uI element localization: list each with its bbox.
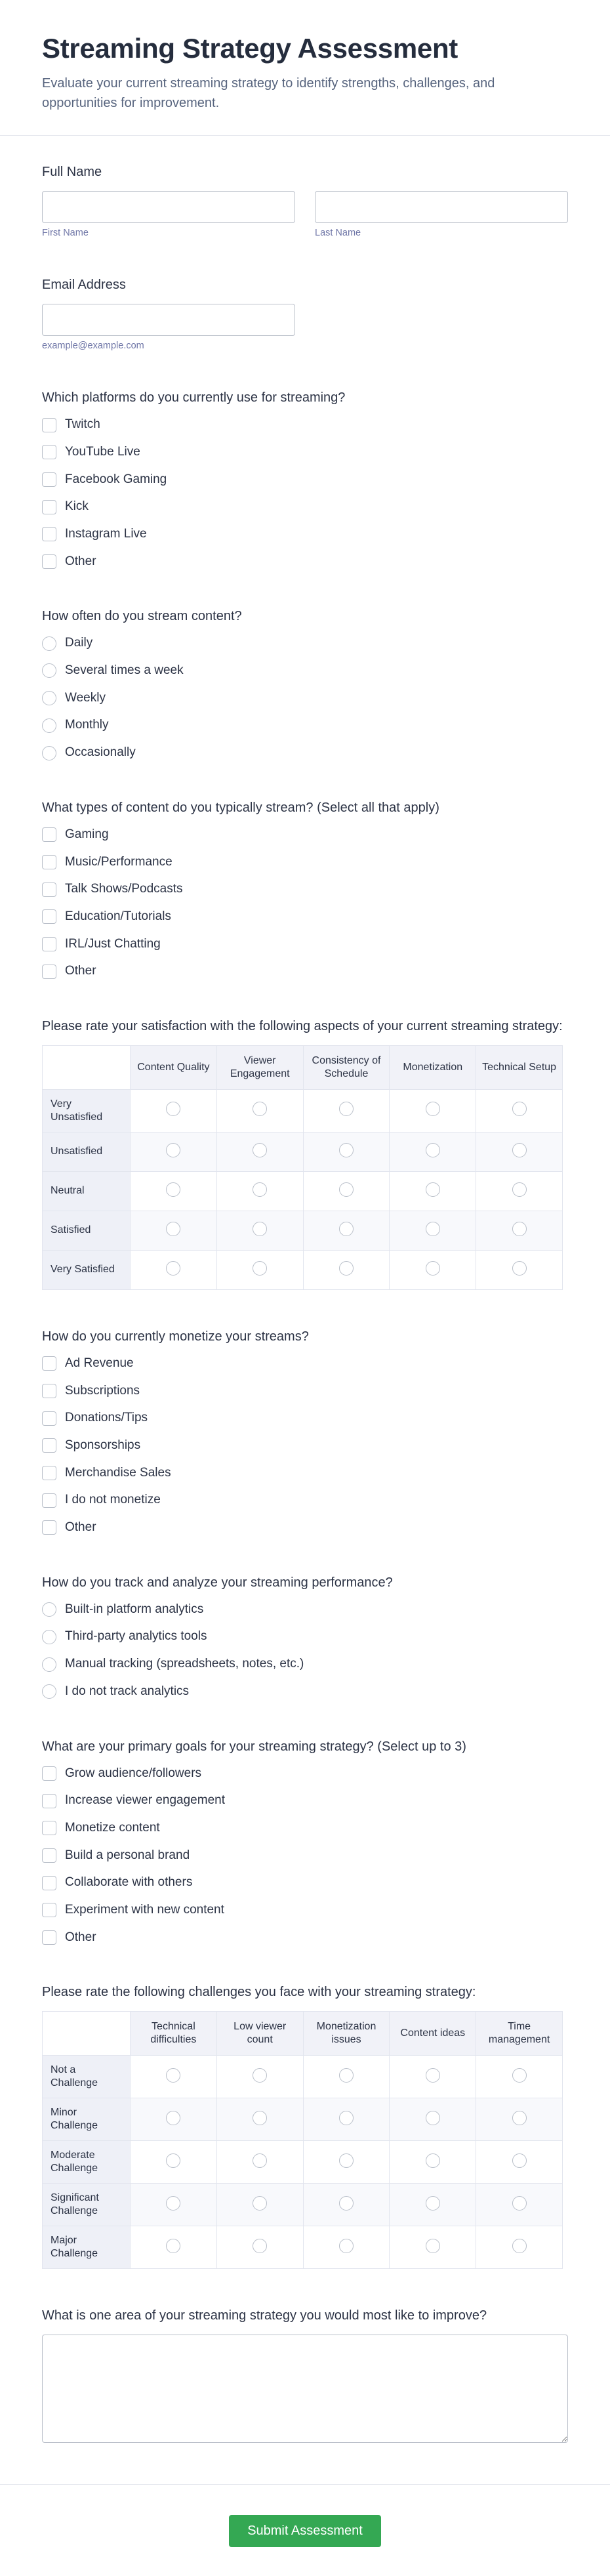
matrix-row-label: Neutral [43, 1171, 131, 1211]
question-label: Full Name [42, 165, 102, 180]
improve-textarea[interactable] [42, 2335, 568, 2443]
matrix-radio[interactable] [426, 1143, 440, 1157]
matrix-radio[interactable] [512, 2068, 527, 2083]
matrix-row [43, 1089, 563, 1132]
content-types-options [42, 827, 568, 980]
question-satisfaction-matrix [42, 1018, 568, 1290]
option-row[interactable] [42, 1793, 568, 1809]
option-row[interactable] [42, 1492, 568, 1508]
first-name-input[interactable] [42, 191, 295, 223]
matrix-row [43, 2098, 563, 2141]
matrix-radio[interactable] [253, 1102, 267, 1116]
checkbox[interactable] [42, 909, 56, 924]
matrix-column-header: Technical difficulties [131, 2012, 217, 2056]
option-row[interactable] [42, 881, 568, 898]
question-label: How often do you stream content? [42, 609, 242, 624]
matrix-column-header: Consistency of Schedule [303, 1045, 390, 1089]
satisfaction-matrix [42, 1045, 563, 1290]
matrix-radio[interactable] [512, 1261, 527, 1276]
checkbox[interactable] [42, 1766, 56, 1781]
option-label: Manual tracking (spreadsheets, notes, etc.) [65, 1657, 304, 1671]
matrix-radio[interactable] [253, 1261, 267, 1276]
matrix-radio[interactable] [339, 2196, 354, 2211]
question-label: Please rate the following challenges you face with your streaming strategy: [42, 1985, 476, 2000]
option-label: Experiment with new content [65, 1902, 224, 1917]
option-row[interactable] [42, 554, 568, 570]
checkbox[interactable] [42, 937, 56, 951]
option-label: IRL/Just Chatting [65, 936, 161, 951]
option-label: Third-party analytics tools [65, 1629, 207, 1644]
matrix-corner [43, 2012, 131, 2056]
option-label: Subscriptions [65, 1383, 140, 1398]
question-label: What is one area of your streaming strategy you would most like to improve? [42, 2308, 487, 2323]
checkbox[interactable] [42, 554, 56, 569]
checkbox[interactable] [42, 1903, 56, 1917]
matrix-radio[interactable] [426, 1261, 440, 1276]
option-row[interactable] [42, 635, 568, 652]
form-footer [0, 2485, 610, 2576]
matrix-radio[interactable] [166, 2196, 180, 2211]
matrix-column-header: Monetization issues [303, 2012, 390, 2056]
option-label: Gaming [65, 827, 109, 841]
matrix-radio[interactable] [339, 1222, 354, 1236]
option-label: Music/Performance [65, 854, 173, 869]
matrix-column-header: Monetization [390, 1045, 476, 1089]
matrix-radio[interactable] [426, 1222, 440, 1236]
challenges-matrix [42, 2011, 563, 2269]
checkbox[interactable] [42, 1438, 56, 1453]
matrix-row [43, 1211, 563, 1250]
option-row[interactable] [42, 1629, 568, 1645]
radio-button[interactable] [42, 1657, 56, 1672]
checkbox[interactable] [42, 1356, 56, 1371]
question-label: Please rate your satisfaction with the following aspects of your current streaming strategy: [42, 1018, 563, 1033]
checkbox[interactable] [42, 1821, 56, 1835]
matrix-radio[interactable] [253, 1182, 267, 1197]
option-label: Monetize content [65, 1820, 160, 1835]
checkbox[interactable] [42, 1848, 56, 1863]
option-row[interactable] [42, 499, 568, 515]
question-tracking [42, 1574, 568, 1700]
matrix-radio[interactable] [339, 1102, 354, 1116]
email-sublabel: example@example.com [42, 341, 144, 352]
question-monetization [42, 1328, 568, 1536]
option-label: Build a personal brand [65, 1848, 190, 1862]
option-row[interactable] [42, 526, 568, 543]
option-row[interactable] [42, 444, 568, 461]
matrix-row-label: Significant Challenge [43, 2184, 131, 2226]
option-row[interactable] [42, 690, 568, 707]
option-row[interactable] [42, 936, 568, 953]
matrix-radio[interactable] [253, 2111, 267, 2125]
option-label: YouTube Live [65, 444, 140, 459]
option-label: I do not monetize [65, 1493, 161, 1507]
matrix-row [43, 1250, 563, 1289]
question-goals [42, 1738, 568, 1946]
option-row[interactable] [42, 663, 568, 679]
matrix-row-label: Very Unsatisfied [43, 1089, 131, 1132]
option-row[interactable] [42, 1930, 568, 1946]
option-label: Increase viewer engagement [65, 1793, 225, 1808]
option-label: Talk Shows/Podcasts [65, 882, 183, 896]
matrix-radio[interactable] [339, 1143, 354, 1157]
option-label: Grow audience/followers [65, 1766, 202, 1780]
option-label: Built-in platform analytics [65, 1602, 204, 1616]
question-label: Which platforms do you currently use for streaming? [42, 390, 346, 405]
matrix-radio[interactable] [166, 2153, 180, 2168]
tracking-options [42, 1602, 568, 1700]
checkbox[interactable] [42, 527, 56, 541]
matrix-row [43, 1132, 563, 1171]
matrix-column-header: Technical Setup [476, 1045, 563, 1089]
matrix-radio[interactable] [426, 2196, 440, 2211]
matrix-radio[interactable] [253, 1143, 267, 1157]
option-row[interactable] [42, 909, 568, 925]
option-row[interactable] [42, 1465, 568, 1482]
question-label: What types of content do you typically stream? (Select all that apply) [42, 800, 439, 815]
question-challenges-matrix [42, 1984, 568, 2269]
option-row[interactable] [42, 1383, 568, 1400]
option-label: Several times a week [65, 663, 184, 678]
matrix-radio[interactable] [166, 2068, 180, 2083]
question-platforms [42, 389, 568, 570]
option-label: Daily [65, 636, 93, 650]
option-label: Donations/Tips [65, 1411, 148, 1425]
option-label: Other [65, 1520, 96, 1535]
option-row[interactable] [42, 417, 568, 433]
submit-button[interactable]: Submit Assessment [229, 2515, 381, 2547]
radio-button[interactable] [42, 691, 56, 705]
frequency-options [42, 635, 568, 760]
matrix-column-header: Time management [476, 2012, 563, 2056]
matrix-radio[interactable] [339, 2153, 354, 2168]
option-row[interactable] [42, 1848, 568, 1864]
option-label: Ad Revenue [65, 1356, 134, 1370]
option-label: Instagram Live [65, 527, 147, 541]
matrix-radio[interactable] [512, 2153, 527, 2168]
last-name-sublabel: Last Name [315, 228, 361, 239]
option-label: Collaborate with others [65, 1875, 193, 1890]
checkbox[interactable] [42, 1930, 56, 1945]
matrix-row [43, 2226, 563, 2269]
radio-button[interactable] [42, 636, 56, 651]
matrix-corner [43, 1045, 131, 1089]
matrix-radio[interactable] [339, 2068, 354, 2083]
matrix-row-label: Moderate Challenge [43, 2141, 131, 2184]
form-header [0, 0, 610, 135]
option-label: Other [65, 964, 96, 978]
matrix-row [43, 2056, 563, 2098]
matrix-radio[interactable] [512, 1143, 527, 1157]
option-row[interactable] [42, 472, 568, 488]
question-email [42, 276, 568, 351]
checkbox[interactable] [42, 1876, 56, 1890]
matrix-radio[interactable] [426, 2153, 440, 2168]
question-frequency [42, 608, 568, 760]
question-label: How do you currently monetize your streams? [42, 1329, 309, 1344]
matrix-radio[interactable] [512, 2111, 527, 2125]
option-label: Other [65, 1930, 96, 1944]
option-row[interactable] [42, 1438, 568, 1454]
matrix-radio[interactable] [512, 2196, 527, 2211]
radio-button[interactable] [42, 1630, 56, 1644]
matrix-radio[interactable] [512, 1102, 527, 1116]
form-body [0, 136, 610, 2446]
checkbox[interactable] [42, 1794, 56, 1808]
matrix-radio[interactable] [426, 1182, 440, 1197]
matrix-radio[interactable] [339, 2239, 354, 2253]
matrix-radio[interactable] [339, 1261, 354, 1276]
matrix-radio[interactable] [166, 2239, 180, 2253]
last-name-input[interactable] [315, 191, 568, 223]
radio-button[interactable] [42, 718, 56, 733]
matrix-radio[interactable] [426, 2111, 440, 2125]
matrix-radio[interactable] [166, 1102, 180, 1116]
option-label: Twitch [65, 417, 100, 432]
question-content-types [42, 799, 568, 980]
matrix-radio[interactable] [426, 2068, 440, 2083]
option-row[interactable] [42, 1656, 568, 1672]
checkbox[interactable] [42, 1384, 56, 1398]
matrix-column-header: Content Quality [131, 1045, 217, 1089]
matrix-row [43, 1171, 563, 1211]
matrix-column-header: Content ideas [390, 2012, 476, 2056]
checkbox[interactable] [42, 883, 56, 897]
option-label: Education/Tutorials [65, 909, 171, 923]
option-row[interactable] [42, 1602, 568, 1618]
radio-button[interactable] [42, 1684, 56, 1699]
option-row[interactable] [42, 1820, 568, 1837]
question-label: How do you track and analyze your streaming performance? [42, 1575, 393, 1590]
matrix-radio[interactable] [253, 2153, 267, 2168]
matrix-row-label: Unsatisfied [43, 1132, 131, 1171]
checkbox[interactable] [42, 1411, 56, 1426]
matrix-radio[interactable] [426, 2239, 440, 2253]
matrix-column-header: Low viewer count [216, 2012, 303, 2056]
matrix-radio[interactable] [166, 1261, 180, 1276]
matrix-radio[interactable] [339, 1182, 354, 1197]
option-row[interactable] [42, 1684, 568, 1700]
radio-button[interactable] [42, 746, 56, 760]
matrix-row-label: Satisfied [43, 1211, 131, 1250]
checkbox[interactable] [42, 855, 56, 869]
first-name-sublabel: First Name [42, 228, 89, 239]
checkbox[interactable] [42, 1493, 56, 1508]
question-label: Email Address [42, 278, 126, 293]
option-row[interactable] [42, 745, 568, 761]
option-row[interactable] [42, 1902, 568, 1919]
matrix-row-label: Not a Challenge [43, 2056, 131, 2098]
option-row[interactable] [42, 1520, 568, 1536]
question-improve [42, 2307, 568, 2446]
matrix-radio[interactable] [253, 2239, 267, 2253]
checkbox[interactable] [42, 500, 56, 514]
option-row[interactable] [42, 1766, 568, 1782]
option-label: Merchandise Sales [65, 1465, 171, 1480]
checkbox[interactable] [42, 1466, 56, 1480]
matrix-column-header: Viewer Engagement [216, 1045, 303, 1089]
checkbox[interactable] [42, 418, 56, 432]
matrix-radio[interactable] [166, 1222, 180, 1236]
option-label: Other [65, 554, 96, 568]
matrix-row [43, 2141, 563, 2184]
matrix-row-label: Minor Challenge [43, 2098, 131, 2141]
radio-button[interactable] [42, 663, 56, 678]
option-row[interactable] [42, 1875, 568, 1891]
form-title: Streaming Strategy Assessment [42, 33, 458, 64]
option-label: Occasionally [65, 745, 136, 760]
option-label: Monthly [65, 718, 109, 732]
matrix-radio[interactable] [253, 1222, 267, 1236]
matrix-radio[interactable] [512, 1182, 527, 1197]
monetization-options [42, 1356, 568, 1536]
matrix-radio[interactable] [426, 1102, 440, 1116]
option-row[interactable] [42, 827, 568, 843]
checkbox[interactable] [42, 965, 56, 979]
option-row[interactable] [42, 854, 568, 871]
matrix-radio[interactable] [512, 2239, 527, 2253]
matrix-radio[interactable] [253, 2068, 267, 2083]
option-label: I do not track analytics [65, 1684, 190, 1698]
checkbox[interactable] [42, 1520, 56, 1535]
form-subtitle: Evaluate your current streaming strategy to identify strengths, challenges, and opportunities for improvement. [42, 76, 495, 111]
option-row[interactable] [42, 1356, 568, 1372]
question-label: What are your primary goals for your streaming strategy? (Select up to 3) [42, 1739, 466, 1754]
option-row[interactable] [42, 1410, 568, 1426]
option-label: Kick [65, 499, 89, 514]
matrix-row-label: Major Challenge [43, 2226, 131, 2269]
matrix-radio[interactable] [339, 2111, 354, 2125]
goals-options [42, 1766, 568, 1946]
checkbox[interactable] [42, 472, 56, 487]
radio-button[interactable] [42, 1602, 56, 1617]
email-input[interactable] [42, 304, 295, 336]
checkbox[interactable] [42, 827, 56, 842]
matrix-radio[interactable] [253, 2196, 267, 2211]
question-full-name [42, 163, 568, 238]
platforms-options [42, 417, 568, 570]
matrix-row-label: Very Satisfied [43, 1250, 131, 1289]
matrix-radio[interactable] [512, 1222, 527, 1236]
option-row[interactable] [42, 717, 568, 734]
matrix-radio[interactable] [166, 1143, 180, 1157]
option-row[interactable] [42, 963, 568, 980]
option-label: Facebook Gaming [65, 472, 167, 486]
matrix-row [43, 2184, 563, 2226]
matrix-radio[interactable] [166, 1182, 180, 1197]
option-label: Weekly [65, 690, 106, 705]
matrix-radio[interactable] [166, 2111, 180, 2125]
option-label: Sponsorships [65, 1438, 141, 1453]
checkbox[interactable] [42, 445, 56, 459]
